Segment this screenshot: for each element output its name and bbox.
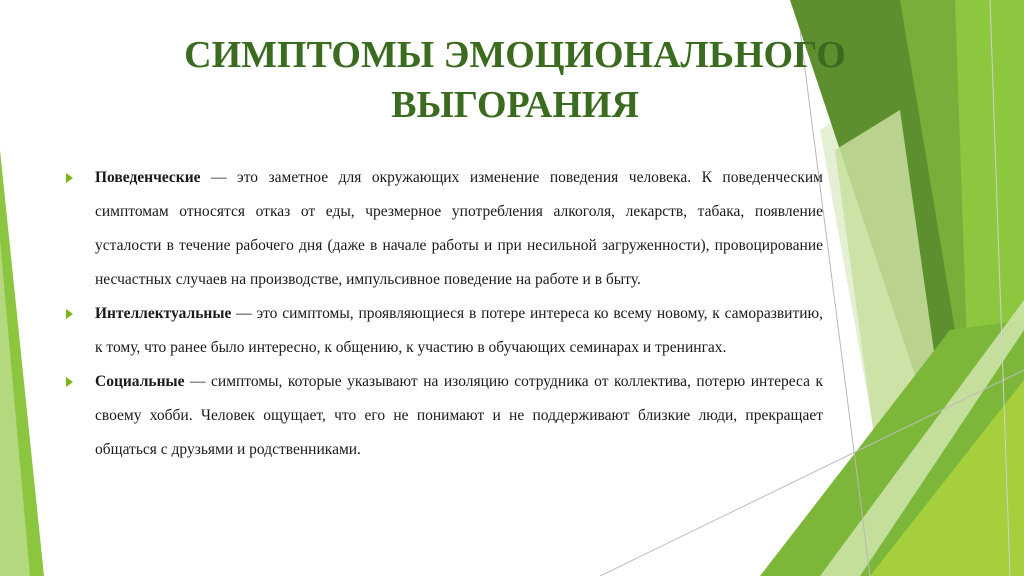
item-term: Интеллектуальные	[95, 305, 232, 322]
list-item-behavioral	[66, 161, 823, 297]
triangle-bullet-icon	[66, 173, 73, 183]
symptom-list	[66, 161, 823, 467]
slide-title	[130, 30, 900, 130]
title-line-2: ВЫГОРАНИЯ	[391, 84, 639, 126]
item-term: Социальные	[95, 373, 185, 390]
triangle-bullet-icon	[66, 309, 73, 319]
item-term: Поведенческие	[95, 169, 201, 186]
item-text: — это симптомы, проявляющиеся в потере интереса ко всему новому, к саморазвитию, к тому, что ранее было интересно, к общению, к участию в обучающих семинарах и тренингах.	[95, 305, 823, 356]
triangle-bullet-icon	[66, 377, 73, 387]
list-item-social	[66, 365, 823, 467]
list-item-intellectual	[66, 297, 823, 365]
title-line-1: СИМПТОМЫ ЭМОЦИОНАЛЬНОГО	[184, 34, 846, 76]
item-text: — это заметное для окружающих изменение поведения человека. К поведенческим симптомам относятся отказ от еды, чрезмерное употребления алкоголя, лекарств, табака, появление усталости в течение рабочего дня (даже в начале работы и при несильной загруженности), провоцирование несчастных случаев на производстве, импульсивное поведение на работе и в быту.	[95, 169, 823, 288]
item-text: — симптомы, которые указывают на изоляцию сотрудника от коллектива, потерю интереса к своему хобби. Человек ощущает, что его не понимают и не поддерживают близкие люди, прекращает общаться с друзьями и родственниками.	[95, 373, 823, 458]
